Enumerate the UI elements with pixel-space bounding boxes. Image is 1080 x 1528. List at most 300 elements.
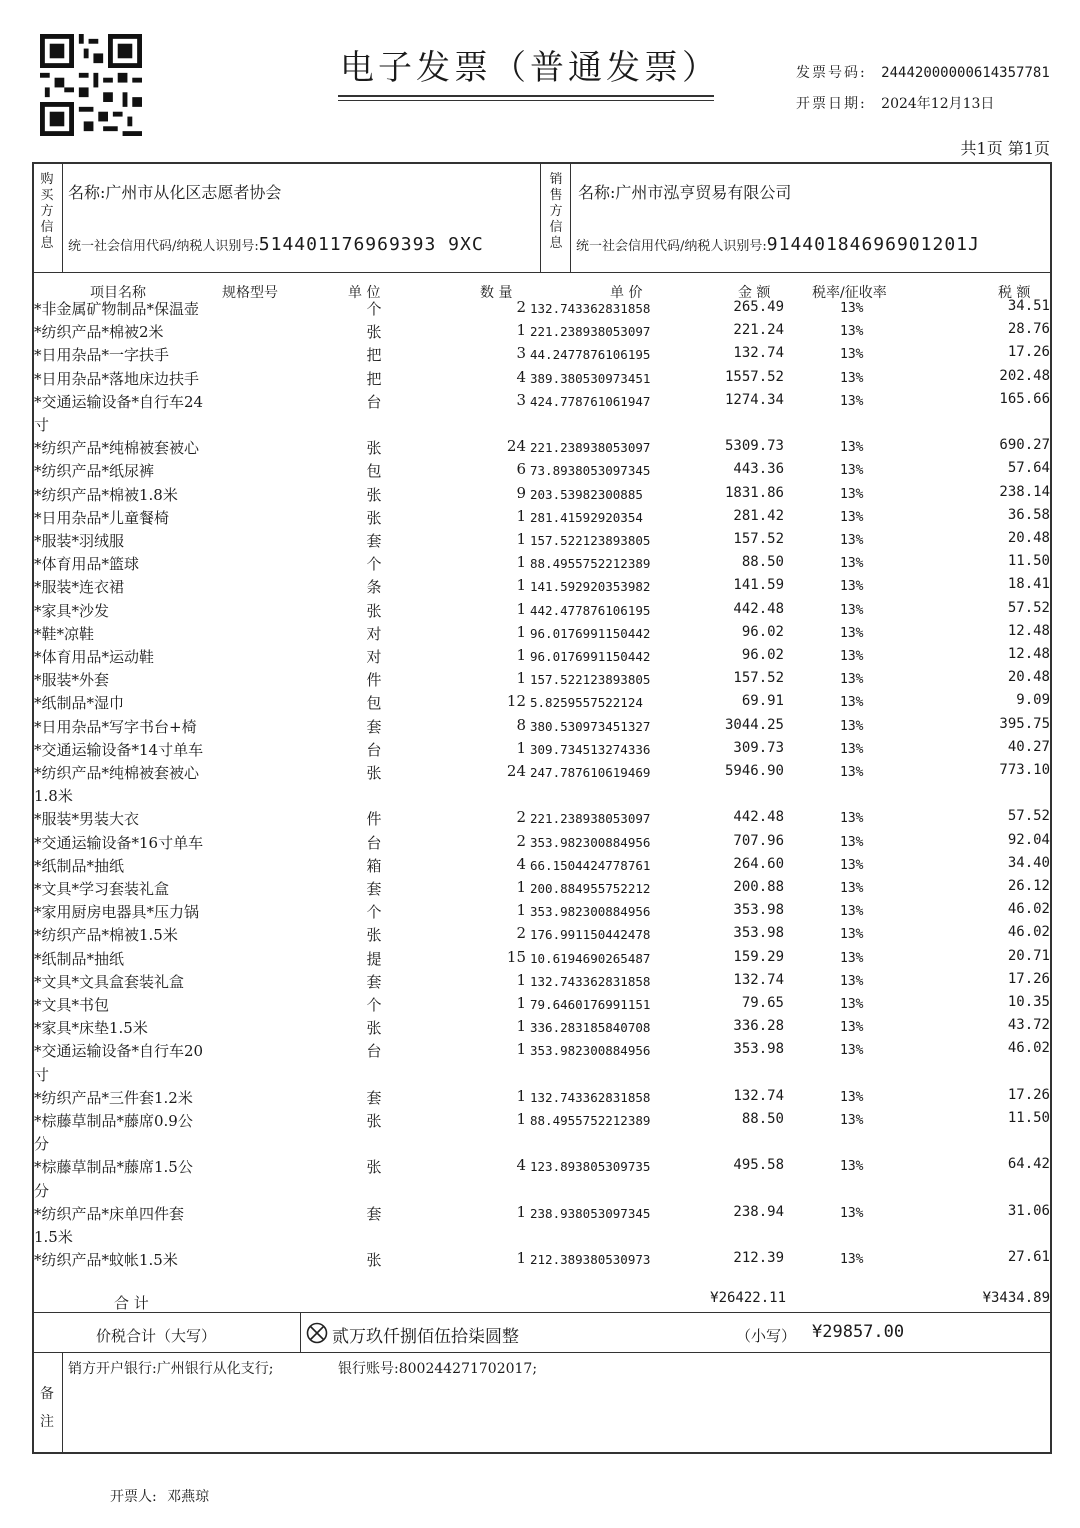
- total-label: 合 计: [114, 1294, 149, 1312]
- item-name: *家具*沙发: [34, 601, 110, 620]
- remarks-divider: [62, 1352, 63, 1454]
- item-name: *文具*学习套装礼盒: [34, 880, 170, 898]
- item-name: *文具*文具盒套装礼盒: [34, 972, 185, 991]
- item-price: 88.4955752212389: [530, 1113, 651, 1128]
- table-row: [32, 298, 1052, 320]
- item-rate: 13%: [840, 997, 864, 1012]
- item-rate: 13%: [840, 556, 864, 572]
- item-name-continued: 分: [34, 1135, 50, 1154]
- item-unit: 个: [366, 996, 382, 1014]
- item-rate: 13%: [840, 741, 864, 757]
- table-row: [32, 530, 1052, 552]
- item-amount: 221.24: [733, 322, 784, 339]
- item-unit: 张: [366, 323, 382, 342]
- item-price: 281.41592920354: [530, 509, 643, 525]
- table-row: [32, 1203, 1052, 1225]
- table-row: [32, 669, 1052, 691]
- item-name: *纺织产品*棉被2米: [34, 323, 164, 342]
- item-name: *纺织产品*纸尿裤: [34, 462, 155, 481]
- item-rate: 13%: [840, 1113, 864, 1128]
- item-tax: 28.76: [1007, 321, 1050, 338]
- item-amount: 281.42: [733, 507, 784, 524]
- words-bottom-line: [32, 1352, 1052, 1353]
- item-rate: 13%: [840, 672, 864, 688]
- item-unit: 张: [366, 1112, 382, 1130]
- table-row: [32, 460, 1052, 482]
- item-qty: 1: [516, 599, 526, 618]
- item-unit: 张: [366, 485, 382, 504]
- invoice-no: 24442000000614357781: [881, 65, 1050, 81]
- item-tax: 92.04: [1007, 831, 1050, 848]
- table-row: [32, 600, 1052, 622]
- item-name: *非金属矿物制品*保温壶: [34, 300, 200, 318]
- item-price: 221.238938053097: [530, 811, 651, 827]
- table-row: [32, 808, 1052, 830]
- item-unit: 张: [366, 1158, 382, 1177]
- col-header-amount: 金 额: [738, 285, 771, 301]
- item-qty: 2: [516, 924, 526, 943]
- table-row: [32, 344, 1052, 366]
- total-small: ¥29857.00: [812, 1322, 905, 1342]
- item-rate: 13%: [840, 811, 864, 827]
- item-unit: 张: [366, 601, 382, 620]
- item-rate: 13%: [840, 602, 864, 618]
- item-amount: 264.60: [733, 855, 784, 872]
- item-rate: 13%: [840, 973, 864, 989]
- item-rate: 13%: [840, 927, 864, 943]
- table-row: [32, 878, 1052, 900]
- item-tax: 20.48: [1007, 669, 1050, 686]
- col-header-unit: 单 位: [348, 285, 381, 301]
- table-row: [32, 368, 1052, 390]
- item-price: 247.787610619469: [530, 765, 651, 780]
- item-price: 176.991150442478: [530, 927, 651, 943]
- buyer-side-label: 购 买 方 信 息: [40, 172, 54, 251]
- item-unit: 套: [366, 972, 382, 991]
- item-price: 221.238938053097: [530, 324, 651, 340]
- item-unit: 张: [366, 764, 382, 782]
- table-row: [32, 924, 1052, 946]
- item-unit: 个: [366, 903, 382, 922]
- item-qty: 1: [516, 553, 526, 572]
- table-row: [32, 832, 1052, 854]
- item-unit: 套: [366, 1088, 382, 1107]
- item-qty: 15: [506, 947, 526, 966]
- item-tax: 64.42: [1007, 1156, 1050, 1173]
- item-qty: 3: [516, 344, 526, 363]
- item-name: *纸制品*抽纸: [34, 856, 125, 875]
- item-amount: 336.28: [733, 1018, 784, 1035]
- table-row: [32, 437, 1052, 459]
- item-price: 200.884955752212: [530, 881, 651, 896]
- total-words: 贰万玖仟捌佰伍拾柒圆整: [332, 1327, 519, 1347]
- item-unit: 把: [366, 346, 382, 365]
- item-qty: 1: [516, 321, 526, 340]
- total-amount: ¥26422.11: [710, 1290, 786, 1306]
- issuer-name: 邓燕琼: [167, 1489, 210, 1505]
- item-tax: 202.48: [999, 367, 1050, 384]
- item-rate: 13%: [840, 1020, 864, 1036]
- invoice-date-label: 开票日期:: [796, 96, 867, 112]
- item-price: 380.530973451327: [530, 718, 651, 734]
- buyer-name: 广州市从化区志愿者协会: [105, 183, 282, 202]
- item-qty: 1: [516, 576, 526, 595]
- item-rate: 13%: [840, 1043, 864, 1059]
- item-qty: 4: [516, 367, 526, 386]
- item-price: 424.778761061947: [530, 393, 651, 409]
- remarks-side-label: 备 注: [40, 1386, 54, 1430]
- table-row: [32, 855, 1052, 877]
- item-unit: 件: [366, 671, 382, 690]
- item-rate: 13%: [840, 695, 864, 711]
- item-price: 309.734513274336: [530, 741, 651, 757]
- seller-divider: [570, 162, 571, 272]
- item-name: *鞋*凉鞋: [34, 624, 95, 643]
- issuer-label: 开票人:: [110, 1489, 157, 1505]
- item-rate: 13%: [840, 834, 864, 850]
- item-qty: 1: [516, 506, 526, 525]
- item-price: 5.8259557522124: [530, 695, 643, 711]
- item-amount: 265.49: [733, 299, 784, 315]
- item-name: *服装*连衣裙: [34, 578, 125, 597]
- table-row: [32, 1110, 1052, 1132]
- invoice-date: 2024年12月13日: [881, 96, 995, 112]
- item-unit: 台: [366, 1042, 382, 1061]
- item-name-continued: 1.8米: [34, 787, 73, 806]
- col-header-qty: 数 量: [480, 285, 513, 301]
- item-tax: 9.09: [1016, 692, 1050, 709]
- item-name: *体育用品*运动鞋: [34, 648, 155, 666]
- table-row: [32, 1040, 1052, 1062]
- item-name: *棕藤草制品*藤席1.5公: [34, 1158, 193, 1177]
- item-price: 96.0176991150442: [530, 625, 651, 641]
- item-unit: 张: [366, 1019, 382, 1038]
- item-amount: 442.48: [733, 809, 784, 826]
- item-price: 88.4955752212389: [530, 556, 651, 572]
- title-underline-thin: [338, 100, 714, 101]
- table-row: [32, 762, 1052, 784]
- item-tax: 31.06: [1007, 1202, 1050, 1219]
- item-qty: 12: [506, 692, 526, 711]
- item-rate: 13%: [840, 625, 864, 641]
- item-amount: 96.02: [741, 623, 784, 640]
- item-unit: 套: [366, 532, 382, 550]
- item-name: *纺织产品*三件套1.2米: [34, 1088, 193, 1107]
- total-words-label: 价税合计（大写）: [96, 1327, 217, 1345]
- col-header-rate: 税率/征收率: [812, 285, 887, 301]
- item-unit: 台: [366, 392, 382, 411]
- item-name: *文具*书包: [34, 996, 110, 1014]
- item-unit: 把: [366, 369, 382, 388]
- item-qty: 8: [516, 715, 526, 734]
- item-unit: 个: [366, 555, 382, 574]
- item-name-continued: 分: [34, 1181, 50, 1200]
- item-unit: 张: [366, 926, 382, 945]
- item-price: 132.743362831858: [530, 301, 651, 316]
- item-unit: 台: [366, 740, 382, 759]
- item-amount: 88.50: [741, 554, 784, 571]
- table-row: [32, 507, 1052, 529]
- item-amount: 1831.86: [724, 484, 784, 501]
- item-price: 212.389380530973: [530, 1252, 651, 1268]
- item-tax: 27.61: [1007, 1249, 1050, 1266]
- item-unit: 对: [366, 624, 382, 643]
- item-amount: 132.74: [733, 971, 784, 988]
- item-name: *日用杂品*落地床边扶手: [34, 369, 200, 388]
- item-name: *纸制品*抽纸: [34, 949, 125, 968]
- item-amount: 5946.90: [724, 763, 784, 779]
- col-header-tax: 税 额: [998, 285, 1031, 301]
- item-name: *交通运输设备*16寸单车: [34, 833, 204, 852]
- item-qty: 1: [516, 970, 526, 989]
- item-price: 10.6194690265487: [530, 950, 651, 966]
- page-count: 共1页 第1页: [960, 139, 1050, 158]
- item-amount: 200.88: [733, 879, 784, 895]
- item-amount: 3044.25: [724, 716, 784, 733]
- item-name: *服装*羽绒服: [34, 532, 125, 550]
- table-row: [32, 553, 1052, 575]
- item-amount: 157.52: [733, 531, 784, 547]
- table-row: [32, 1156, 1052, 1178]
- item-amount: 141.59: [733, 577, 784, 594]
- item-name-continued: 寸: [34, 416, 50, 434]
- item-qty: 3: [516, 390, 526, 409]
- item-qty: 1: [516, 1086, 526, 1105]
- item-unit: 套: [366, 880, 382, 898]
- item-price: 221.238938053097: [530, 440, 651, 456]
- item-qty: 9: [516, 483, 526, 502]
- invoice-date-row: [796, 93, 994, 113]
- item-rate: 13%: [840, 347, 864, 363]
- item-amount: 132.74: [733, 345, 784, 362]
- item-tax: 773.10: [999, 762, 1050, 778]
- item-unit: 个: [366, 300, 382, 318]
- item-unit: 包: [366, 462, 382, 481]
- item-name: *纺织产品*纯棉被套被心: [34, 439, 200, 458]
- item-qty: 1: [516, 622, 526, 641]
- item-tax: 40.27: [1007, 738, 1050, 755]
- item-qty: 24: [506, 437, 526, 456]
- item-qty: 4: [516, 854, 526, 873]
- total-top-line: [32, 1312, 1052, 1313]
- item-amount: 69.91: [741, 693, 784, 710]
- title-underline: [338, 95, 714, 97]
- item-price: 203.53982300885: [530, 486, 643, 502]
- item-name: *服装*外套: [34, 671, 110, 690]
- item-amount: 1274.34: [724, 391, 784, 408]
- item-qty: 2: [516, 831, 526, 850]
- item-tax: 57.52: [1007, 599, 1050, 616]
- item-qty: 1: [516, 1202, 526, 1221]
- item-unit: 张: [366, 1251, 382, 1270]
- item-rate: 13%: [840, 440, 864, 456]
- item-qty: 1: [516, 646, 526, 664]
- item-amount: 353.98: [733, 925, 784, 942]
- party-bottom-line: [32, 272, 1052, 273]
- item-rate: 13%: [840, 765, 864, 780]
- item-price: 132.743362831858: [530, 973, 651, 989]
- item-price: 238.938053097345: [530, 1205, 651, 1221]
- buyer-id-row: 统一社会信用代码/纳税人识别号:514401176969393 9XC: [68, 234, 484, 255]
- item-amount: 238.94: [733, 1203, 784, 1220]
- item-amount: 1557.52: [724, 368, 784, 385]
- item-price: 44.2477876106195: [530, 347, 651, 363]
- party-divider: [540, 162, 541, 272]
- remarks-account: 银行账号:800244271702017;: [338, 1361, 538, 1377]
- item-rate: 13%: [840, 324, 864, 340]
- item-qty: 1: [516, 1249, 526, 1268]
- item-unit: 提: [366, 949, 382, 968]
- item-qty: 1: [516, 1040, 526, 1059]
- item-price: 442.477876106195: [530, 602, 651, 618]
- invoice-no-row: [796, 62, 1050, 82]
- item-rate: 13%: [840, 486, 864, 502]
- item-qty: 1: [516, 878, 526, 896]
- cross-circle-icon: [306, 1322, 328, 1344]
- col-header-name: 项目名称: [90, 285, 146, 301]
- item-name: *日用杂品*一字扶手: [34, 346, 170, 365]
- item-unit: 张: [366, 508, 382, 527]
- table-row: [32, 901, 1052, 923]
- item-price: 123.893805309735: [530, 1159, 651, 1175]
- item-amount: 159.29: [733, 948, 784, 965]
- item-tax: 20.48: [1007, 530, 1050, 546]
- item-name: *家用厨房电器具*压力锅: [34, 903, 200, 922]
- item-rate: 13%: [840, 579, 864, 595]
- col-header-price: 单 价: [610, 285, 643, 301]
- item-rate: 13%: [840, 1159, 864, 1175]
- item-price: 132.743362831858: [530, 1089, 651, 1105]
- table-row: [32, 576, 1052, 598]
- item-unit: 套: [366, 717, 382, 736]
- item-tax: 18.41: [1007, 576, 1050, 593]
- item-name: *体育用品*篮球: [34, 555, 140, 574]
- table-row: [32, 739, 1052, 761]
- item-qty: 2: [516, 808, 526, 827]
- item-amount: 96.02: [741, 647, 784, 663]
- item-amount: 443.36: [733, 461, 784, 478]
- item-unit: 箱: [366, 856, 382, 875]
- invoice-title: 电子发票（普通发票）: [340, 48, 720, 88]
- item-rate: 13%: [840, 881, 864, 896]
- item-price: 141.592920353982: [530, 579, 651, 595]
- item-qty: 4: [516, 1156, 526, 1175]
- total-tax: ¥3434.89: [982, 1290, 1050, 1306]
- item-price: 353.982300884956: [530, 1043, 651, 1059]
- item-rate: 13%: [840, 904, 864, 920]
- item-rate: 13%: [840, 509, 864, 525]
- item-qty: 1: [516, 669, 526, 688]
- item-name: *纺织产品*蚊帐1.5米: [34, 1251, 178, 1270]
- item-tax: 34.40: [1007, 854, 1050, 871]
- seller-side-label: 销 售 方 信 息: [549, 172, 563, 251]
- item-tax: 17.26: [1007, 344, 1050, 361]
- item-tax: 36.58: [1007, 506, 1050, 523]
- item-tax: 11.50: [1007, 1110, 1050, 1126]
- seller-name-row: 名称:广州市泓亨贸易有限公司: [578, 183, 792, 202]
- table-row: [32, 716, 1052, 738]
- table-row: [32, 391, 1052, 413]
- item-name: *纺织产品*床单四件套: [34, 1204, 185, 1223]
- item-price: 73.8938053097345: [530, 463, 651, 479]
- item-tax: 17.26: [1007, 1086, 1050, 1103]
- item-qty: 1: [516, 530, 526, 548]
- table-row: [32, 484, 1052, 506]
- invoice-no-label: 发票号码:: [796, 65, 867, 81]
- item-price: 336.283185840708: [530, 1020, 651, 1036]
- item-amount: 88.50: [741, 1111, 784, 1127]
- table-row: [32, 971, 1052, 993]
- item-rate: 13%: [840, 1252, 864, 1268]
- item-name: *交通运输设备*14寸单车: [34, 740, 204, 759]
- issuer-row: [110, 1486, 209, 1506]
- item-amount: 442.48: [733, 600, 784, 617]
- item-amount: 309.73: [733, 739, 784, 756]
- item-amount: 353.98: [733, 902, 784, 919]
- item-unit: 包: [366, 694, 382, 713]
- item-tax: 57.64: [1007, 460, 1050, 477]
- item-tax: 34.51: [1007, 298, 1050, 314]
- item-tax: 11.50: [1007, 553, 1050, 570]
- buyer-tax-id: 514401176969393 9XC: [258, 234, 484, 255]
- item-tax: 10.35: [1007, 994, 1050, 1010]
- item-price: 353.982300884956: [530, 834, 651, 850]
- item-name: *日用杂品*写字书台+椅: [34, 717, 197, 736]
- item-amount: 79.65: [741, 995, 784, 1011]
- item-qty: 6: [516, 460, 526, 479]
- item-qty: 1: [516, 1017, 526, 1036]
- item-qty: 24: [506, 762, 526, 780]
- item-qty: 1: [516, 994, 526, 1012]
- item-name-continued: 寸: [34, 1065, 50, 1084]
- seller-id-row: 统一社会信用代码/纳税人识别号:91440184696901201J: [576, 234, 980, 255]
- item-qty: 1: [516, 738, 526, 757]
- table-row: [32, 994, 1052, 1016]
- item-price: 353.982300884956: [530, 904, 651, 920]
- item-tax: 46.02: [1007, 1040, 1050, 1057]
- table-row: [32, 948, 1052, 970]
- item-price: 66.1504424778761: [530, 857, 651, 873]
- seller-tax-id: 91440184696901201J: [766, 234, 980, 255]
- item-price: 96.0176991150442: [530, 649, 651, 664]
- item-tax: 46.02: [1007, 901, 1050, 918]
- item-qty: 1: [516, 901, 526, 920]
- item-name: *服装*男装大衣: [34, 810, 140, 829]
- item-rate: 13%: [840, 1205, 864, 1221]
- item-rate: 13%: [840, 718, 864, 734]
- item-name: *交通运输设备*自行车24: [34, 392, 204, 411]
- words-divider: [300, 1312, 301, 1352]
- table-row: [32, 646, 1052, 668]
- item-price: 157.522123893805: [530, 533, 651, 548]
- item-name: *棕藤草制品*藤席0.9公: [34, 1112, 193, 1130]
- item-tax: 17.26: [1007, 970, 1050, 987]
- item-price: 389.380530973451: [530, 370, 651, 386]
- col-header-spec: 规格型号: [222, 285, 278, 301]
- item-tax: 165.66: [999, 390, 1050, 407]
- item-name: *家具*床垫1.5米: [34, 1019, 148, 1038]
- item-tax: 12.48: [1007, 646, 1050, 662]
- qr-code: [40, 34, 142, 136]
- item-tax: 690.27: [999, 437, 1050, 454]
- item-tax: 57.52: [1007, 808, 1050, 825]
- item-amount: 212.39: [733, 1250, 784, 1267]
- item-tax: 20.71: [1007, 947, 1050, 964]
- remarks-bank: 销方开户银行:广州银行从化支行;: [68, 1361, 274, 1377]
- item-amount: 495.58: [733, 1157, 784, 1174]
- item-amount: 707.96: [733, 832, 784, 849]
- seller-name: 广州市泓亨贸易有限公司: [615, 183, 792, 202]
